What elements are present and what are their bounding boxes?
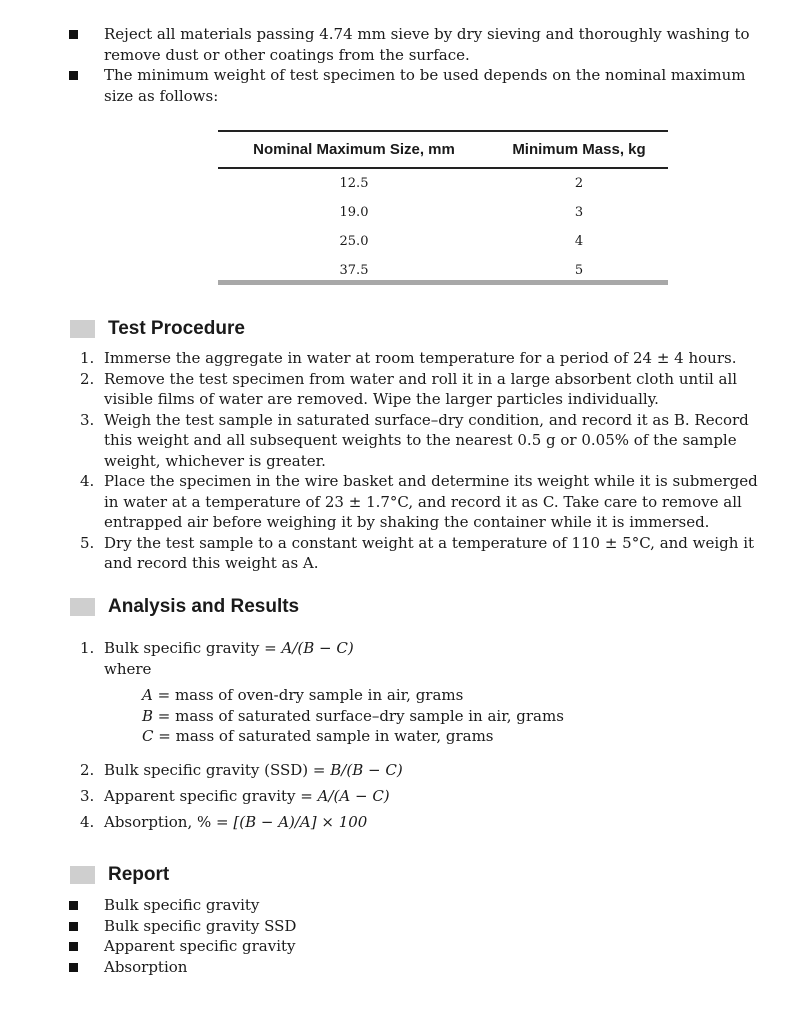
formula-label: Bulk specific gravity (SSD) = [104,760,331,779]
bullet-text: Reject all materials passing 4.74 mm sieve by dry sieving and thoroughly washing to remove dust or other coatings from the surface. [104,25,750,64]
bullet-text: The minimum weight of test specimen to be used depends on the nominal maximum size as follows: [104,66,746,105]
bullet-text: Apparent specific gravity [104,937,296,955]
step-text: Place the specimen in the wire basket and determine its weight while it is submerged in water at a temperature of 23 ± 1.7°C, and record it as C. Take care to remove all entrapped air before weighing it by shaking the container while it is immersed. [104,472,758,531]
formula-item: 4. Absorption, % = [(B − A)/A] × 100 [80,812,368,831]
list-item: 3. Weigh the test sample in saturated surface–dry condition, and record it as B. Record this weight and all subsequent weights to the nearest 0.5 g or 0.05% of the sample weight, whichever is greater. [80,410,749,470]
bullet-icon [69,901,78,910]
table-row [218,227,668,256]
formula-expression: A/(A − C) [317,786,390,805]
bullet-item [0,936,764,957]
bullet-item [0,65,764,106]
formula-label: Bulk specific gravity = [104,639,282,657]
table-cell: 19.0 [339,205,369,220]
procedure-steps [0,348,808,574]
formula-expression: A/(B − C) [281,639,354,657]
heading-text: Report [108,864,170,885]
table-cell: 25.0 [339,234,369,249]
bullet-icon [69,963,78,972]
analysis-formulas [0,638,808,835]
table-cell: 37.5 [339,263,369,278]
list-item: 2. Remove the test specimen from water and roll it in a large absorbent cloth until all visible films of water are removed. Wipe the larger particles individually. [80,369,738,408]
table-row [218,168,668,198]
heading-marker-icon [70,866,95,884]
intro-bullets [0,24,808,106]
table-cell: 4 [574,234,584,249]
table-cell: 12.5 [339,176,369,191]
bullet-item [0,916,764,937]
step-text: Weigh the test sample in saturated surface–dry condition, and record it as B. Record this weight and all subsequent weights to the nearest 0.5 g or 0.05% of the sample weight, whichever is greater. [104,410,749,470]
step-text: Remove the test specimen from water and roll it in a large absorbent cloth until all visible films of water are removed. Wipe the larger particles individually. [104,369,738,408]
formula-label: Apparent specific gravity = [104,786,318,805]
definition-text: = mass of saturated surface–dry sample in air, grams [153,706,564,725]
minimum-mass-table [218,130,668,285]
table-header: Nominal Maximum Size, mm [218,131,490,168]
formula-label: Absorption, % = [104,812,234,831]
bullet-icon [69,922,78,931]
table-bottom-rule [218,280,668,285]
symbol: A [142,686,153,704]
definition [0,706,808,727]
bullet-item [0,957,764,978]
bullet-item [0,895,764,916]
list-item: 4. Place the specimen in the wire basket and determine its weight while it is submerged in water at a temperature of 23 ± 1.7°C, and record it as C. Take care to remove all entrapped air before weighing it by shaking the container while it is immersed. [80,472,758,531]
bullet-icon [69,71,78,80]
list-item: 1. Immerse the aggregate in water at room temperature for a period of 24 ± 4 hours. [80,349,737,367]
heading-marker-icon [70,598,95,616]
definition [0,726,808,747]
formula-item: 1. Bulk specific gravity = A/(B − C) [80,639,354,657]
heading-text: Test Procedure [108,318,245,339]
definition-text: = mass of oven-dry sample in air, grams [152,686,464,704]
definition-text: = mass of saturated sample in water, grams [153,727,494,745]
where-text: where [104,659,152,678]
table-row [218,198,668,227]
table-header: Minimum Mass, kg [490,131,668,168]
formula-item: 2. Bulk specific gravity (SSD) = B/(B − C) [80,760,403,779]
formula-item: 3. Apparent specific gravity = A/(A − C) [80,786,390,805]
table-cell: 3 [574,205,584,220]
bullet-icon [69,30,78,39]
heading-marker-icon [70,320,95,338]
symbol: C [142,727,154,745]
bullet-icon [69,942,78,951]
list-item: 5. Dry the test sample to a constant weight at a temperature of 110 ± 5°C, and weigh it and record this weight as A. [80,533,755,572]
definition [0,685,808,706]
heading-text: Analysis and Results [108,596,300,617]
step-text: Immerse the aggregate in water at room temperature for a period of 24 ± 4 hours. [104,349,737,367]
bullet-text: Bulk specific gravity SSD [104,916,297,935]
step-text: Dry the test sample to a constant weight at a temperature of 110 ± 5°C, and weigh it and record this weight as A. [104,533,755,572]
table-cell: 5 [574,263,584,278]
bullet-text: Bulk specific gravity [104,896,260,914]
report-items [0,895,808,977]
formula-expression: [(B − A)/A] × 100 [233,812,368,831]
bullet-text: Absorption [104,957,188,976]
bullet-item [0,24,764,65]
table-cell: 2 [574,176,584,191]
table-header-row [218,131,668,168]
formula-expression: B/(B − C) [330,760,403,779]
symbol: B [142,706,154,725]
